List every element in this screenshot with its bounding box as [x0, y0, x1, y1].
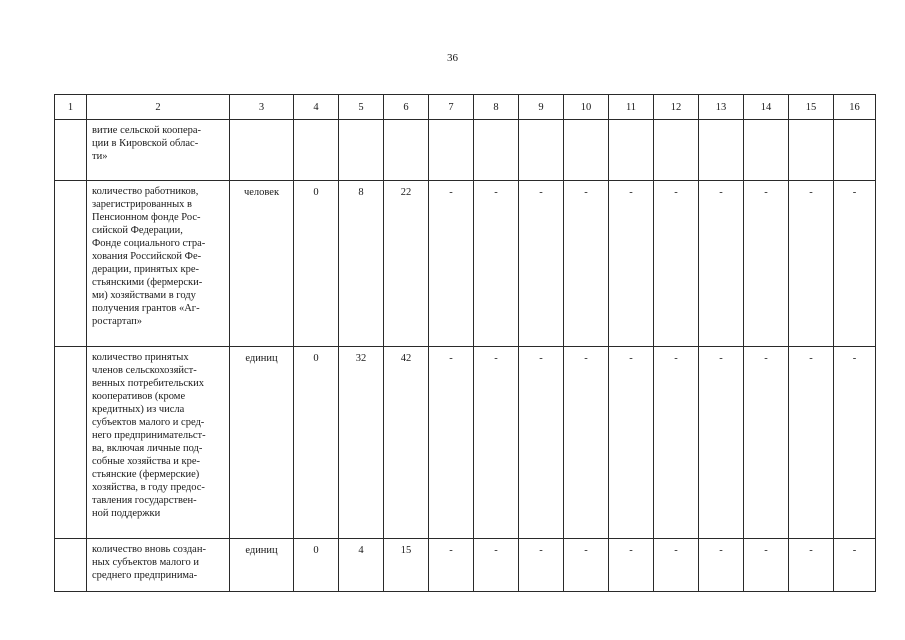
cell-value-col9: - [519, 181, 564, 347]
cell-value-col5: 32 [339, 347, 384, 539]
cell-indicator: витие сельской коопера- ции в Кировской облас- ти» [87, 120, 230, 181]
table-row [55, 181, 876, 347]
cell-value-col16 [834, 120, 876, 181]
cell-unit [230, 120, 294, 181]
column-header-2: 2 [87, 95, 230, 120]
cell-index [55, 120, 87, 181]
page-number: 36 [447, 52, 458, 64]
cell-value-col5: 8 [339, 181, 384, 347]
cell-value-col13: - [699, 347, 744, 539]
cell-value-col7: - [429, 539, 474, 592]
cell-value-col14: - [744, 181, 789, 347]
cell-value-col8: - [474, 539, 519, 592]
cell-value-col11: - [609, 539, 654, 592]
cell-index [55, 181, 87, 347]
cell-value-col4: 0 [294, 181, 339, 347]
cell-value-col11: - [609, 347, 654, 539]
column-header-9: 9 [519, 95, 564, 120]
cell-value-col14: - [744, 347, 789, 539]
table-row [55, 120, 876, 181]
cell-value-col15 [789, 120, 834, 181]
column-header-5: 5 [339, 95, 384, 120]
data-table [54, 94, 876, 592]
cell-value-col10: - [564, 347, 609, 539]
table-row [55, 347, 876, 539]
cell-value-col7 [429, 120, 474, 181]
cell-value-col16: - [834, 347, 876, 539]
cell-value-col8: - [474, 181, 519, 347]
cell-value-col9: - [519, 347, 564, 539]
cell-value-col10: - [564, 539, 609, 592]
cell-indicator: количество работников, зарегистрированных в Пенсионном фонде Рос- сийской Федерации, Фонде социального стра- хования Российской Фе- дерации, принятых кре- стьянскими (фермерски- ми) хозяйствами в году получения грантов «Аг- ростартап» [87, 181, 230, 347]
cell-value-col14: - [744, 539, 789, 592]
cell-value-col14 [744, 120, 789, 181]
cell-value-col11 [609, 120, 654, 181]
table-header-row [55, 95, 876, 120]
table-row [55, 539, 876, 592]
cell-value-col12: - [654, 539, 699, 592]
cell-value-col12: - [654, 347, 699, 539]
cell-value-col11: - [609, 181, 654, 347]
cell-value-col15: - [789, 181, 834, 347]
cell-value-col8 [474, 120, 519, 181]
cell-index [55, 539, 87, 592]
cell-value-col6: 15 [384, 539, 429, 592]
cell-value-col6: 22 [384, 181, 429, 347]
cell-value-col10: - [564, 181, 609, 347]
column-header-7: 7 [429, 95, 474, 120]
cell-value-col12 [654, 120, 699, 181]
cell-value-col7: - [429, 181, 474, 347]
cell-value-col6: 42 [384, 347, 429, 539]
cell-value-col9: - [519, 539, 564, 592]
cell-value-col5 [339, 120, 384, 181]
column-header-1: 1 [55, 95, 87, 120]
cell-value-col12: - [654, 181, 699, 347]
column-header-4: 4 [294, 95, 339, 120]
cell-unit: единиц [230, 539, 294, 592]
column-header-3: 3 [230, 95, 294, 120]
cell-value-col15: - [789, 347, 834, 539]
cell-value-col13 [699, 120, 744, 181]
column-header-12: 12 [654, 95, 699, 120]
cell-value-col13: - [699, 539, 744, 592]
column-header-15: 15 [789, 95, 834, 120]
cell-value-col15: - [789, 539, 834, 592]
cell-indicator: количество принятых членов сельскохозяйст- венных потребительских кооперативов (кроме кредитных) из числа субъектов малого и сред- него предпринимательст- ва, включая личные под- собные хозяйства и кре- стьянские (фермерские) хозяйства, в году предос- тавления государствен- ной поддержки [87, 347, 230, 539]
table-body [55, 95, 876, 592]
column-header-6: 6 [384, 95, 429, 120]
cell-unit: человек [230, 181, 294, 347]
cell-value-col8: - [474, 347, 519, 539]
cell-value-col13: - [699, 181, 744, 347]
column-header-14: 14 [744, 95, 789, 120]
cell-value-col4: 0 [294, 347, 339, 539]
cell-value-col16: - [834, 539, 876, 592]
column-header-16: 16 [834, 95, 876, 120]
column-header-11: 11 [609, 95, 654, 120]
cell-value-col16: - [834, 181, 876, 347]
cell-index [55, 347, 87, 539]
cell-value-col5: 4 [339, 539, 384, 592]
column-header-8: 8 [474, 95, 519, 120]
column-header-10: 10 [564, 95, 609, 120]
column-header-13: 13 [699, 95, 744, 120]
cell-value-col7: - [429, 347, 474, 539]
cell-unit: единиц [230, 347, 294, 539]
cell-value-col6 [384, 120, 429, 181]
cell-value-col9 [519, 120, 564, 181]
cell-value-col4: 0 [294, 539, 339, 592]
cell-value-col4 [294, 120, 339, 181]
cell-value-col10 [564, 120, 609, 181]
cell-indicator: количество вновь создан- ных субъектов малого и среднего предпринима- [87, 539, 230, 592]
